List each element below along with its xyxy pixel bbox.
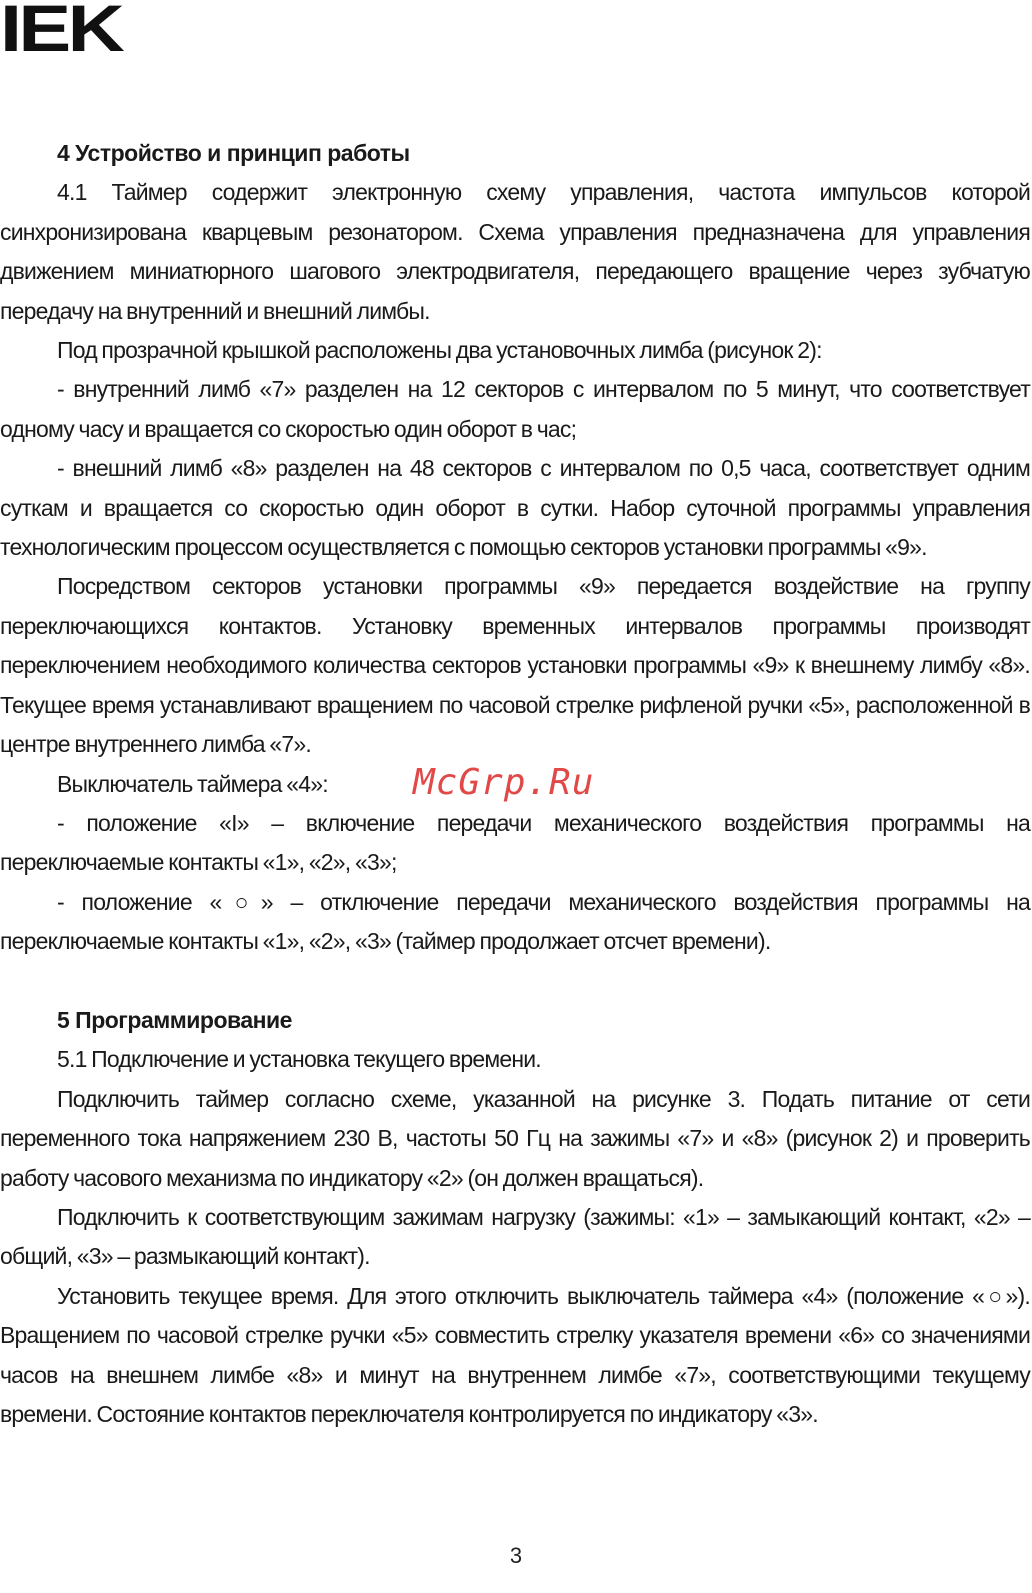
page-number: 3 (509, 1543, 523, 1568)
paragraph: 5.1 Подключение и установка текущего времени. (57, 1046, 541, 1073)
paragraph: Подключить таймер согласно схеме, указанной на рисунке 3. Подать питание от сети переменного тока напряжением 230 В, частоты 50 Гц на зажимы «7» и «8» (рисунок 2) и проверить работу часового механизма по индикатору «2» (он должен вращаться). (0, 1085, 1030, 1191)
paragraph: 4.1 Таймер содержит электронную схему управления, частота импульсов которой синхронизирована кварцевым резонатором. Схема управления предназначена для управления движением миниатюрного шагового электродвигателя, передающего вращение через зубчатую передачу на внутренний и внешний лимбы. (0, 179, 1030, 324)
iek-logo (0, 0, 122, 65)
paragraph: - внутренний лимб «7» разделен на 12 секторов с интервалом по 5 минут, что соответствует одному часу и вращается со скоростью один оборот в час; (0, 376, 1030, 442)
paragraph: Подключить к соответствующим зажимам нагрузку (зажимы: «1» – замыкающий контакт, «2» – общий, «3» – размыкающий контакт). (0, 1203, 1030, 1270)
logo-text: IEK (0, 0, 122, 65)
paragraph: - положение «○» – отключение передачи механического воздействия программы на переключаемые контакты «1», «2», «3» (таймер продолжает отсчет времени). (0, 888, 1030, 955)
paragraph: - положение «I» – включение передачи механического воздействия программы на переключаемые контакты «1», «2», «3»; (0, 809, 1030, 876)
section-gap (0, 962, 1030, 1001)
paragraph: Посредством секторов установки программы «9» передается воздействие на группу переключающихся контактов. Установку временных интервалов программы производят переключением необходимого количества секторов установки программы «9» к внешнему лимбу «8». Текущее время устанавливают вращением по часовой стрелке рифленой ручки «5», расположенной в центре внутреннего лимба «7». (0, 573, 1030, 758)
section-4-heading: 4 Устройство и принцип работы (57, 140, 410, 166)
paragraph: Выключатель таймера «4»: (57, 770, 328, 797)
section-5-heading: 5 Программирование (57, 1006, 292, 1033)
paragraph: Под прозрачной крышкой расположены два установочных лимба (рисунок 2): (57, 337, 822, 364)
paragraph: - внешний лимб «8» разделен на 48 секторов с интервалом по 0,5 часа, соответствует одним суткам и вращается со скоростью один оборот в сутки. Набор суточной программы управления технологическим процессом осуществляется с помощью секторов установки программы «9». (0, 455, 1030, 561)
paragraph: Установить текущее время. Для этого отключить выключатель таймера «4» (положение «○»). Вращением по часовой стрелке ручки «5» совместить стрелку указателя времени «6» со значениями часов на внешнем лимбе «8» и минут на внутреннем лимбе «7», соответствующими текущему времени. Состояние контактов переключателя контролируется по индикатору «3». (0, 1282, 1030, 1427)
watermark: McGrp.Ru (413, 762, 595, 803)
